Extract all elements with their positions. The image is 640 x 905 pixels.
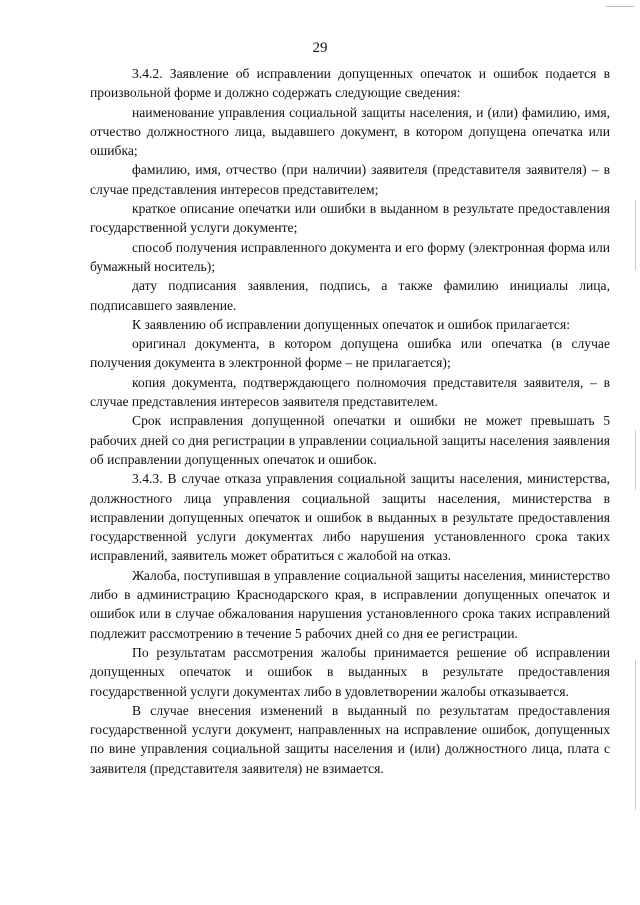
paragraph: 3.4.3. В случае отказа управления социальной защиты населения, министерства, должностного лица управления социальной защиты населения, министерства в исправлении допущенных опечаток и ошибок в выданных в результате предоставления государственной услуги документах либо нарушения установленного срока таких исправлений, заявитель может обратиться с жалобой на отказ. [90, 471, 610, 564]
paragraph: способ получения исправленного документа и его форму (электронная форма или бумажный носитель); [90, 239, 610, 274]
paragraph: 3.4.2. Заявление об исправлении допущенных опечаток и ошибок подается в произвольной форме и должно содержать следующие сведения: [90, 66, 610, 101]
paragraph: дату подписания заявления, подпись, а также фамилию инициалы лица, подписавшего заявление. [90, 278, 610, 313]
paragraph: оригинал документа, в котором допущена ошибка или опечатка (в случае получения документа в электронной форме – не прилагается); [90, 336, 610, 371]
paragraph: К заявлению об исправлении допущенных опечаток и ошибок прилагается: [132, 316, 570, 332]
paragraph: фамилию, имя, отчество (при наличии) заявителя (представителя заявителя) – в случае представления интересов представителем; [90, 162, 610, 197]
document-body [90, 64, 610, 778]
scan-edge-mark [635, 200, 636, 270]
paragraph: наименование управления социальной защиты населения, и (или) фамилию, имя, отчество должностного лица, выдавшего документ, в котором допущена опечатка или ошибка; [90, 104, 610, 159]
scan-edge-mark [635, 660, 636, 810]
scan-edge-mark [635, 430, 636, 490]
scan-edge-mark [606, 6, 634, 7]
page-number: 29 [312, 40, 328, 56]
paragraph: Срок исправления допущенной опечатки и ошибки не может превышать 5 рабочих дней со дня регистрации в управлении социальной защиты населения заявления об исправлении допущенных опечаток и ошибок. [90, 413, 610, 467]
paragraph: краткое описание опечатки или ошибки в выданном в результате предоставления государственной услуги документе; [90, 201, 610, 236]
paragraph: В случае внесения изменений в выданный по результатам предоставления государственной услуги документ, направленных на исправление ошибок, допущенных по вине управления социальной защиты населения и (или) должностного лица, плата с заявителя (представителя заявителя) не взимается. [90, 702, 610, 776]
paragraph: Жалоба, поступившая в управление социальной защиты населения, министерство либо в администрацию Краснодарского края, в исправлении допущенных опечаток и ошибок или в случае обжалования нарушения установленного срока таких исправлений подлежит рассмотрению в течение 5 рабочих дней со дня ее регистрации. [90, 567, 610, 641]
paragraph: По результатам рассмотрения жалобы принимается решение об исправлении допущенных опечаток и ошибок в выданных в результате предоставления государственной услуги документах либо в удовлетворении жалобы отказывается. [90, 644, 610, 699]
paragraph: копия документа, подтверждающего полномочия представителя заявителя, – в случае представления интересов заявителя представителем. [90, 374, 610, 410]
